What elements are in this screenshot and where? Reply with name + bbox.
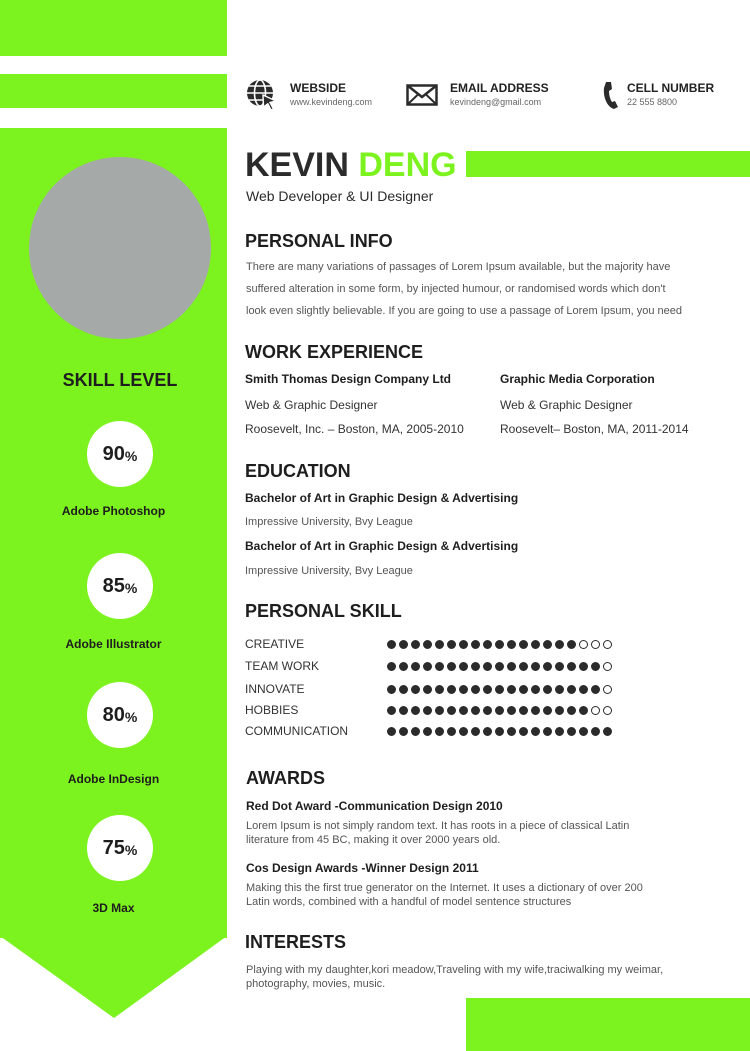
skill-dot-filled — [603, 727, 612, 736]
skill-dot-filled — [399, 706, 408, 715]
job-details: Roosevelt– Boston, MA, 2011-2014 — [500, 422, 689, 436]
skill-dot-filled — [531, 640, 540, 649]
skill-dot-filled — [567, 706, 576, 715]
phone-icon — [602, 80, 620, 110]
personal-info-line: look even slightly believable. If you are going to use a passage of Lorem Ipsum, you need — [246, 305, 682, 317]
skill-dot-filled — [387, 706, 396, 715]
skill-dot-empty — [603, 662, 612, 671]
bottom-green-block — [466, 998, 750, 1051]
skill-dot-filled — [495, 685, 504, 694]
award-description — [246, 881, 706, 909]
skill-dot-filled — [447, 727, 456, 736]
job-details: Roosevelt, Inc. – Boston, MA, 2005-2010 — [245, 422, 464, 436]
skill-circle-photoshop — [87, 421, 153, 487]
skill-dot-filled — [543, 706, 552, 715]
skill-dot-filled — [579, 662, 588, 671]
skill-dot-filled — [495, 640, 504, 649]
skill-row — [245, 679, 685, 699]
award-desc-line: Making this the first true generator on the Internet. It uses a dictionary of over 200 — [246, 882, 643, 894]
skill-dot-filled — [567, 640, 576, 649]
skill-dot-filled — [411, 640, 420, 649]
skill-name-photoshop: Adobe Photoshop — [61, 504, 166, 518]
skill-dot-filled — [459, 685, 468, 694]
skill-dot-filled — [435, 685, 444, 694]
skill-dot-filled — [387, 685, 396, 694]
awards-title: AWARDS — [246, 768, 326, 788]
name-accent-bar — [466, 151, 750, 177]
skill-dot-filled — [399, 727, 408, 736]
skill-dot-empty — [591, 706, 600, 715]
skill-dot-filled — [459, 706, 468, 715]
first-name: KEVIN — [245, 146, 349, 184]
skill-percent: 90 — [102, 442, 125, 465]
skill-label: TEAM WORK — [245, 659, 319, 673]
skill-dot-filled — [483, 662, 492, 671]
skill-percent: 80 — [102, 703, 125, 726]
skill-dot-filled — [567, 727, 576, 736]
skill-name-3dmax: 3D Max — [92, 901, 135, 915]
skill-name-indesign: Adobe InDesign — [67, 772, 160, 786]
skill-dot-filled — [519, 706, 528, 715]
skill-dot-filled — [543, 685, 552, 694]
skill-dot-filled — [555, 685, 564, 694]
skill-dot-filled — [447, 662, 456, 671]
skill-dot-filled — [399, 662, 408, 671]
skill-dot-filled — [519, 685, 528, 694]
green-band — [0, 74, 227, 108]
skill-dot-filled — [483, 640, 492, 649]
skill-dot-filled — [459, 727, 468, 736]
skill-dot-filled — [387, 727, 396, 736]
education-degree: Bachelor of Art in Graphic Design & Advertising — [245, 491, 519, 505]
skill-dots — [387, 706, 612, 715]
education-degree: Bachelor of Art in Graphic Design & Advertising — [245, 539, 519, 553]
skill-dot-filled — [495, 727, 504, 736]
skill-dot-filled — [519, 662, 528, 671]
skill-dot-filled — [579, 685, 588, 694]
skill-dot-filled — [579, 706, 588, 715]
interests-line: photography, movies, music. — [246, 978, 386, 990]
email-value[interactable]: kevindeng@gmail.com — [450, 97, 542, 107]
skill-dot-filled — [387, 640, 396, 649]
percent-sign: % — [124, 448, 138, 464]
email-label: EMAIL ADDRESS — [450, 81, 549, 95]
skill-dot-filled — [471, 662, 480, 671]
skill-dot-filled — [567, 685, 576, 694]
skill-dot-filled — [531, 706, 540, 715]
personal-info-title: PERSONAL INFO — [245, 231, 393, 251]
skill-name-illustrator: Adobe Illustrator — [65, 637, 162, 651]
job-company: Graphic Media Corporation — [500, 372, 655, 386]
interests-title: INTERESTS — [245, 932, 347, 952]
percent-sign: % — [124, 842, 138, 858]
skill-circle-indesign — [87, 682, 153, 748]
skill-percent: 75 — [102, 836, 125, 859]
personal-info-line: suffered alteration in some form, by injected humour, or randomised words which don't — [246, 283, 666, 295]
skill-dot-filled — [423, 685, 432, 694]
skill-dot-filled — [471, 706, 480, 715]
skill-dots — [387, 662, 612, 671]
skill-dot-filled — [495, 662, 504, 671]
phone-label: CELL NUMBER — [627, 81, 715, 95]
skill-dot-filled — [555, 662, 564, 671]
skill-dot-filled — [423, 706, 432, 715]
skill-dot-filled — [435, 662, 444, 671]
education-title: EDUCATION — [245, 461, 351, 481]
skill-dot-filled — [555, 727, 564, 736]
skill-dot-filled — [399, 685, 408, 694]
award-desc-line: Latin words, combined with a handful of model sentence structures — [246, 896, 572, 908]
interests-text — [246, 963, 706, 991]
skill-dot-filled — [579, 727, 588, 736]
interests-line: Playing with my daughter,kori meadow,Traveling with my wife,traciwalking my weimar, — [246, 964, 664, 976]
skill-dot-filled — [435, 727, 444, 736]
skill-dot-filled — [411, 727, 420, 736]
job-title: Web Developer & UI Designer — [246, 188, 434, 204]
skill-dot-filled — [411, 685, 420, 694]
skill-dot-filled — [423, 640, 432, 649]
award-desc-line: Lorem Ipsum is not simply random text. It has roots in a piece of classical Latin — [246, 820, 630, 832]
skill-dot-filled — [507, 662, 516, 671]
skill-dot-filled — [447, 685, 456, 694]
skill-dot-filled — [519, 727, 528, 736]
skill-dot-filled — [423, 727, 432, 736]
personal-skill-title: PERSONAL SKILL — [245, 601, 402, 621]
skill-dot-empty — [603, 640, 612, 649]
skill-dot-filled — [507, 640, 516, 649]
skill-level-title: SKILL LEVEL — [62, 370, 178, 390]
skill-dot-filled — [507, 727, 516, 736]
education-school: Impressive University, Bvy League — [245, 516, 413, 528]
skill-dot-filled — [483, 727, 492, 736]
skill-dot-filled — [483, 685, 492, 694]
skill-row — [245, 721, 685, 741]
skill-dots — [387, 685, 612, 694]
skill-dot-filled — [483, 706, 492, 715]
skill-dot-filled — [507, 706, 516, 715]
skill-circle-3dmax — [87, 815, 153, 881]
skill-dot-empty — [603, 706, 612, 715]
skill-dot-filled — [591, 685, 600, 694]
skill-dot-filled — [435, 706, 444, 715]
skill-label: INNOVATE — [245, 682, 305, 696]
skill-dot-filled — [435, 640, 444, 649]
job-role: Web & Graphic Designer — [245, 398, 378, 412]
award-title: Cos Design Awards -Winner Design 2011 — [246, 861, 479, 875]
percent-sign: % — [124, 580, 138, 596]
skill-circle-illustrator — [87, 553, 153, 619]
award-description — [246, 819, 706, 847]
skill-dot-filled — [471, 640, 480, 649]
skill-dot-empty — [579, 640, 588, 649]
job-company: Smith Thomas Design Company Ltd — [245, 372, 452, 386]
skill-dot-filled — [495, 706, 504, 715]
phone-value[interactable]: 22 555 8800 — [627, 97, 678, 107]
work-experience-title: WORK EXPERIENCE — [245, 342, 424, 362]
top-green-block — [0, 0, 227, 56]
skill-dot-filled — [423, 662, 432, 671]
sidebar-arrow — [0, 936, 227, 1018]
skill-dot-filled — [471, 685, 480, 694]
website-label: WEBSIDE — [290, 81, 347, 95]
skill-dot-filled — [399, 640, 408, 649]
skill-dot-filled — [591, 662, 600, 671]
skill-dots — [387, 640, 612, 649]
skill-dots — [387, 727, 612, 736]
skill-dot-filled — [459, 662, 468, 671]
education-school: Impressive University, Bvy League — [245, 565, 413, 577]
award-title: Red Dot Award -Communication Design 2010 — [246, 799, 503, 813]
skill-row — [245, 656, 685, 676]
skill-dot-empty — [603, 685, 612, 694]
skill-row — [245, 634, 685, 654]
skill-percent: 85 — [102, 574, 125, 597]
skill-dot-filled — [531, 662, 540, 671]
profile-photo-placeholder — [29, 157, 211, 339]
skill-dot-filled — [447, 640, 456, 649]
website-value[interactable]: www.kevindeng.com — [290, 97, 373, 107]
skill-dot-filled — [411, 706, 420, 715]
personal-info-text — [246, 256, 726, 322]
skill-dot-filled — [471, 727, 480, 736]
skill-dot-filled — [543, 640, 552, 649]
skill-dot-filled — [507, 685, 516, 694]
skill-dot-empty — [591, 640, 600, 649]
skill-label: CREATIVE — [245, 637, 305, 651]
envelope-icon — [406, 84, 438, 106]
last-name: DENG — [358, 146, 457, 184]
skill-dot-filled — [543, 662, 552, 671]
skill-dot-filled — [555, 706, 564, 715]
skill-dot-filled — [411, 662, 420, 671]
skill-dot-filled — [387, 662, 396, 671]
skill-dot-filled — [519, 640, 528, 649]
skill-dot-filled — [543, 727, 552, 736]
globe-cursor-icon — [245, 78, 279, 112]
full-name — [245, 146, 457, 185]
skill-dot-filled — [567, 662, 576, 671]
skill-dot-filled — [447, 706, 456, 715]
skill-dot-filled — [531, 685, 540, 694]
skill-label: HOBBIES — [245, 703, 299, 717]
personal-info-line: There are many variations of passages of Lorem Ipsum available, but the majority have — [246, 261, 671, 273]
job-role: Web & Graphic Designer — [500, 398, 633, 412]
skill-dot-filled — [531, 727, 540, 736]
skill-dot-filled — [555, 640, 564, 649]
skill-dot-filled — [591, 727, 600, 736]
skill-label: COMMUNICATION — [245, 724, 349, 738]
skill-dot-filled — [459, 640, 468, 649]
award-desc-line: literature from 45 BC, making it over 2000 years old. — [246, 834, 501, 846]
skill-row — [245, 700, 685, 720]
percent-sign: % — [124, 709, 138, 725]
